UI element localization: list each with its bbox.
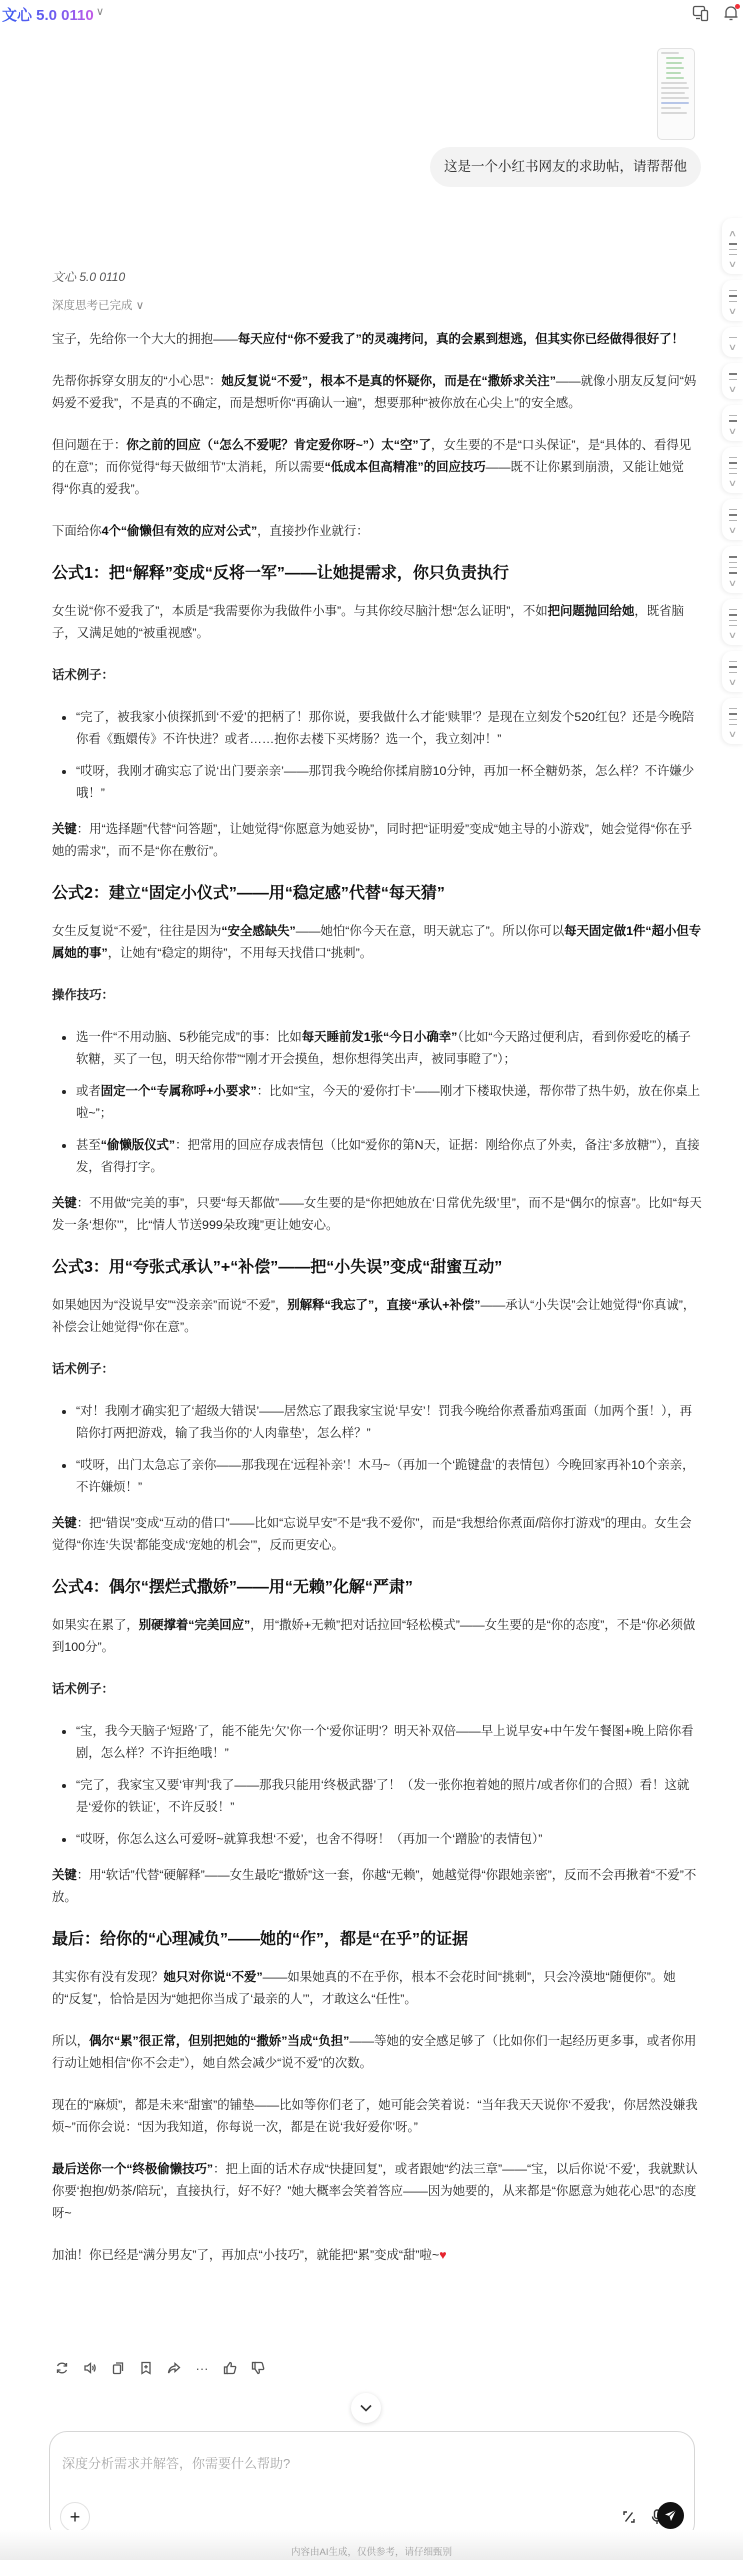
key-paragraph: 关键：把“错误”变成“互动的借口”——比如“忘说早安”不是“我不爱你”，而是“我想给你煮面/陪你打游戏”的理由。女生会觉得“你连‘失误’都能变成‘宠她的机会’”，反而更安心。	[52, 1516, 692, 1552]
device-switch-icon[interactable]	[692, 4, 710, 22]
section-heading-formula-1: 公式1：把“解释”变成“反将一军”——让她提需求，你只负责执行	[52, 565, 509, 582]
examples-label: 话术例子：	[52, 1362, 114, 1376]
chevron-down-icon: ∨	[727, 384, 738, 394]
add-attachment-button[interactable]	[60, 2502, 90, 2532]
tips-list	[52, 1026, 702, 1178]
outline-card[interactable]	[722, 218, 743, 274]
list-item: • “哎呀，你怎么这么可爱呀~就算我想‘不爱’，也舍不得呀！（再加一个‘蹭脸’的表情包）”	[76, 1828, 702, 1850]
outline-card[interactable]	[722, 447, 743, 493]
plus-icon: +	[69, 2506, 81, 2527]
outline-card[interactable]	[722, 546, 743, 593]
answer-paragraph: 最后送你一个“终极偷懒技巧”：把上面的话术存成“快捷回复”，或者跟她“约法三章”——“宝，以后你说‘不爱’，我就默认你要‘抱抱/奶茶/陪玩’，直接执行，好不好？”她大概率会笑着答应——因为她要的，从来都是“你愿意为她花心思”的态度呀~	[52, 2162, 698, 2220]
answer-paragraph: 加油！你已经是“满分男友”了，再加点“小技巧”，就能把“累”变成“甜”啦~♥	[52, 2248, 447, 2262]
thumbs-up-icon[interactable]	[220, 2358, 240, 2378]
chevron-down-icon: ∨	[727, 478, 738, 488]
chevron-down-icon: ∨	[727, 630, 738, 640]
bookmark-icon[interactable]	[136, 2358, 156, 2378]
send-button[interactable]	[657, 2502, 684, 2529]
chevron-down-icon: ∨	[727, 578, 738, 588]
message-actions	[52, 2358, 268, 2378]
chevron-down-icon[interactable]: ∨	[96, 6, 105, 18]
examples-list	[52, 706, 702, 804]
user-message-bubble: 这是一个小红书网友的求助帖，请帮帮他	[430, 147, 701, 187]
assistant-model-label: 文心 5.0 0110	[52, 270, 126, 284]
chevron-up-icon: ∨	[727, 229, 738, 239]
chat-input[interactable]	[60, 2442, 684, 2484]
examples-list	[52, 1720, 702, 1850]
examples-label: 话术例子：	[52, 668, 114, 682]
answer-paragraph: 女生反复说“不爱”，往往是因为“安全感缺失”——她怕“你今天在意，明天就忘了”。所以你可以每天固定做1件“超小但专属她的事”，让她有“稳定的期待”，不用每天找借口“挑刺”。	[52, 924, 702, 960]
attached-screenshot-thumbnail[interactable]	[657, 48, 695, 140]
section-heading-formula-4: 公式4：偶尔“摆烂式撒娇”——用“无赖”化解“严肃”	[52, 1579, 413, 1596]
chevron-down-icon: ∨	[135, 300, 145, 312]
list-item: • “对！我刚才确实犯了‘超级大错误’——居然忘了跟我家宝说‘早安’！罚我今晚给你煮番茄鸡蛋面（加两个蛋！），再陪你打两把游戏，输了我当你的‘人肉靠垫’，怎么样？”	[76, 1400, 702, 1444]
send-icon	[664, 2509, 677, 2522]
answer-paragraph: 女生说“你不爱我了”，本质是“我需要你为我做件小事”。与其你绞尽脑汁想“怎么证明”，不如把问题抛回给她，既省脑子，又满足她的“被重视感”。	[52, 604, 684, 640]
share-icon[interactable]	[164, 2358, 184, 2378]
outline-card[interactable]	[722, 698, 743, 744]
chevron-down-icon: ∨	[727, 342, 738, 352]
outline-card[interactable]	[722, 499, 743, 540]
answer-paragraph: 现在的“麻烦”，都是未来“甜蜜”的铺垫——比如等你们老了，她可能会笑着说：“当年我天天说你‘不爱我’，你居然没嫌我烦~”而你会说：“因为我知道，你每说一次，都是在说‘我好爱你’呀。”	[52, 2098, 698, 2134]
copy-icon[interactable]	[108, 2358, 128, 2378]
answer-paragraph: 宝子，先给你一个大大的拥抱——每天应付“你不爱我了”的灵魂拷问，真的会累到想逃，但其实你已经做得很好了！	[52, 332, 684, 346]
answer-paragraph: 如果她因为“没说早安”“没亲亲”而说“不爱”，别解释“我忘了”，直接“承认+补偿”——承认“小失误”会让她觉得“你真诚”，补偿会让她觉得“你在意”。	[52, 1298, 696, 1334]
chat-composer	[49, 2431, 695, 2541]
chevron-down-icon: ∨	[727, 306, 738, 316]
section-heading-formula-3: 公式3：用“夸张式承认”+“补偿”——把“小失误”变成“甜蜜互动”	[52, 1259, 503, 1276]
outline-card[interactable]	[722, 363, 743, 399]
list-item: • “宝，我今天脑子‘短路’了，能不能先‘欠’你一个‘爱你证明’？明天补双倍——早上说早安+中午发午餐图+晚上陪你看剧，怎么样？不许拒绝哦！”	[76, 1720, 702, 1764]
answer-paragraph: 其实你有没有发现？她只对你说“不爱”——如果她真的不在乎你，根本不会花时间“挑刺”，只会冷漠地“随便你”。她的“反复”，恰恰是因为“她把你当成了‘最亲的人’”，才敢这么“任性”。	[52, 1970, 676, 2006]
answer-paragraph: 所以，偶尔“累”很正常，但别把她的“撒娇”当成“负担”——等她的安全感足够了（比如你们一起经历更多事，或者你用行动让她相信“你不会走”），她自然会减少“说不爱”的次数。	[52, 2034, 697, 2070]
top-bar	[0, 0, 743, 28]
notification-dot	[735, 4, 740, 9]
speaker-icon[interactable]	[80, 2358, 100, 2378]
outline-card[interactable]	[722, 651, 743, 692]
chevron-down-icon: ∨	[727, 729, 738, 739]
thinking-status-toggle[interactable]	[52, 297, 144, 313]
model-selector[interactable]: 文心 5.0 0110	[2, 4, 94, 25]
bell-icon[interactable]	[722, 4, 740, 22]
answer-paragraph: 先帮你拆穿女朋友的“小心思”：她反复说“不爱”，根本不是真的怀疑你，而是在“撒娇求关注”——就像小朋友反复问“妈妈爱不爱我”，不是真的不确定，而是想听你“再确认一遍”，想要那种“被你放在心尖上”的安全感。	[52, 374, 697, 410]
answer-paragraph: 下面给你4个“偷懒但有效的应对公式”，直接抄作业就行：	[52, 524, 369, 538]
tips-label: 操作技巧：	[52, 988, 114, 1002]
key-paragraph: 关键：用“软话”代替“硬解释”——女生最吃“撒娇”这一套，你越“无赖”，她越觉得“你跟她亲密”，反而不会再揪着“不爱”不放。	[52, 1868, 697, 1904]
outline-card[interactable]	[722, 599, 743, 645]
chevron-down-icon	[360, 2404, 372, 2412]
expand-icon[interactable]	[620, 2508, 638, 2526]
chevron-down-icon: ∨	[727, 259, 738, 269]
examples-list	[52, 1400, 702, 1498]
list-item: • “哎呀，我刚才确实忘了说‘出门要亲亲’——那罚我今晚给你揉肩膀10分钟，再加一杯全糖奶茶，怎么样？不许嫌少哦！”	[76, 760, 702, 804]
regenerate-icon[interactable]	[52, 2358, 72, 2378]
examples-label: 话术例子：	[52, 1682, 114, 1696]
conversation-outline-rail	[722, 218, 743, 750]
list-item: • “完了，被我家小侦探抓到‘不爱’的把柄了！那你说，要我做什么才能‘赎罪’？是现在立刻发个520红包？还是今晚陪你看《甄嬛传》不许快进？或者……抱你去楼下买烤肠？选一个，我立刻冲！”	[76, 706, 702, 750]
outline-card[interactable]	[722, 405, 743, 441]
section-heading-formula-2: 公式2：建立“固定小仪式”——用“稳定感”代替“每天猜”	[52, 885, 445, 902]
list-item: • 甚至“偷懒版仪式”：把常用的回应存成表情包（比如“爱你的第N天，证据：刚给你点了外卖，备注‘多放糖’”），直接发，省得打字。	[76, 1134, 702, 1178]
more-icon[interactable]: ···	[195, 2360, 209, 2376]
answer-paragraph: 但问题在于：你之前的回应（“怎么不爱呢？肯定爱你呀~”）太“空”了，女生要的不是“口头保证”，是“具体的、看得见的在意”；而你觉得“每天做细节”太消耗，所以需要“低成本但高精准”的回应技巧——既不让你累到崩溃，又能让她觉得“你真的爱我”。	[52, 438, 692, 496]
list-item: • 选一件“不用动脑、5秒能完成”的事：比如每天睡前发1张“今日小确幸”（比如“今天路过便利店，看到你爱吃的橘子软糖，买了一包，明天给你带”“刚才开会摸鱼，想你想得笑出声，被同事瞪了”）；	[76, 1026, 702, 1070]
list-item: • “哎呀，出门太急忘了亲你——那我现在‘远程补亲’！木马~（再加一个‘跪键盘’的表情包）今晚回家再补10个亲亲，不许嫌烦！”	[76, 1454, 702, 1498]
thumbs-down-icon[interactable]	[248, 2358, 268, 2378]
scroll-to-bottom-button[interactable]	[351, 2393, 381, 2423]
heart-icon: ♥	[439, 2248, 447, 2262]
chevron-down-icon: ∨	[727, 677, 738, 687]
ai-disclaimer: 内容由AI生成，仅供参考，请仔细甄别	[291, 2547, 452, 2558]
section-heading-final: 最后：给你的“心理减负”——她的“作”，都是“在乎”的证据	[52, 1931, 469, 1948]
list-item: • 或者固定一个“专属称呼+小要求”：比如“宝，今天的‘爱你打卡’——刚才下楼取快递，帮你带了热牛奶，放在你桌上啦~”；	[76, 1080, 702, 1124]
outline-card[interactable]	[722, 327, 743, 357]
answer-paragraph: 如果实在累了，别硬撑着“完美回应”，用“撒娇+无赖”把对话拉回“轻松模式”——女生要的是“你的态度”，不是“你必须做到100分”。	[52, 1618, 696, 1654]
outline-card[interactable]	[722, 280, 743, 321]
thinking-status-label: 深度思考已完成	[52, 300, 133, 312]
key-paragraph: 关键：用“选择题”代替“问答题”，让她觉得“你愿意为她妥协”，同时把“证明爱”变成“她主导的小游戏”，她会觉得“你在乎她的需求”，而不是“你在敷衍”。	[52, 822, 693, 858]
list-item: • “完了，我家宝又要‘审判’我了——那我只能用‘终极武器’了！（发一张你抱着她的照片/或者你们的合照）看！这就是‘爱你的铁证’，不许反驳！”	[76, 1774, 702, 1818]
key-paragraph: 关键：不用做“完美的事”，只要“每天都做”——女生要的是“你把她放在‘日常优先级’里”，而不是“偶尔的惊喜”。比如“每天发一条‘想你’”，比“情人节送999朵玫瑰”更让她安心。	[52, 1196, 702, 1232]
chevron-down-icon: ∨	[727, 525, 738, 535]
chevron-down-icon: ∨	[727, 426, 738, 436]
assistant-answer	[52, 328, 702, 2286]
